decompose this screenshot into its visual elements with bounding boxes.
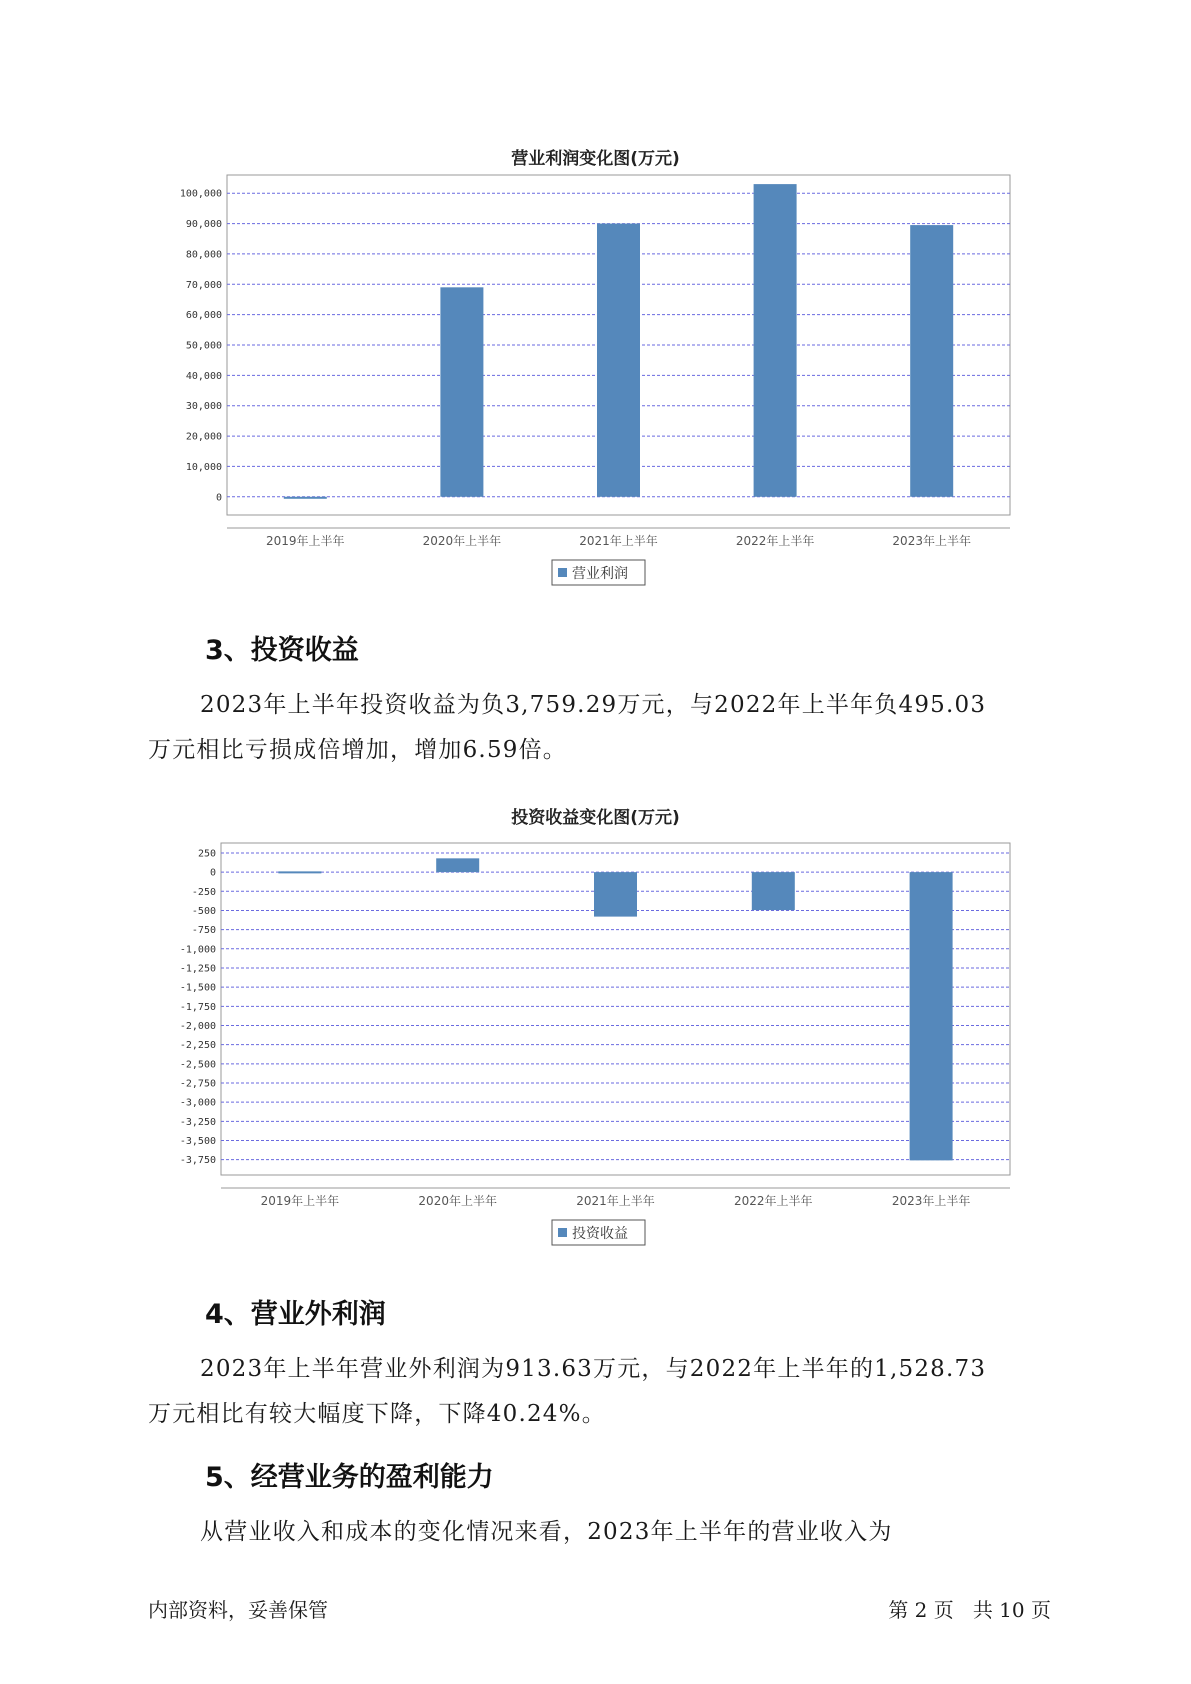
x-category-label: 2020年上半年 xyxy=(418,1194,497,1208)
bar-2019年上半年 xyxy=(278,871,321,873)
y-tick-label: 30,000 xyxy=(185,401,222,413)
profit-chart-title: 营业利润变化图(万元) xyxy=(511,149,680,169)
bar-2020年上半年 xyxy=(440,287,483,496)
bar-2019年上半年 xyxy=(284,497,327,499)
bar-2023年上半年 xyxy=(910,872,953,1160)
section-4-heading: 4、营业外利润 xyxy=(205,1299,386,1330)
bar-2020年上半年 xyxy=(436,858,479,872)
section-4-line-1: 2023年上半年营业外利润为913.63万元，与2022年上半年的1,528.73 xyxy=(200,1356,987,1382)
legend-swatch xyxy=(558,568,567,577)
profit-chart xyxy=(0,160,1191,600)
footer-page-number: 第 2 页 共 10 页 xyxy=(888,1598,1051,1622)
legend-label: 投资收益 xyxy=(572,1226,628,1242)
bar-2022年上半年 xyxy=(752,872,795,910)
x-category-label: 2019年上半年 xyxy=(266,534,345,548)
invest-chart xyxy=(0,830,1191,1240)
section-3-line-1: 2023年上半年投资收益为负3,759.29万元，与2022年上半年负495.03 xyxy=(200,692,987,718)
y-tick-label: -2,000 xyxy=(179,1020,216,1032)
x-category-label: 2023年上半年 xyxy=(892,534,971,548)
y-tick-label: 0 xyxy=(215,492,222,504)
y-tick-label: -1,250 xyxy=(179,963,216,975)
y-tick-label: -3,750 xyxy=(179,1155,216,1167)
x-category-label: 2021年上半年 xyxy=(579,534,658,548)
y-tick-label: 10,000 xyxy=(185,461,222,473)
bar-2021年上半年 xyxy=(594,872,637,916)
invest-chart-title: 投资收益变化图(万元) xyxy=(511,808,680,828)
x-category-label: 2021年上半年 xyxy=(576,1194,655,1208)
legend-swatch xyxy=(558,1228,567,1237)
y-tick-label: 90,000 xyxy=(185,219,222,231)
y-tick-label: -3,250 xyxy=(179,1116,216,1128)
y-tick-label: -750 xyxy=(191,925,216,937)
x-category-label: 2020年上半年 xyxy=(422,534,502,548)
footer-confidential-note: 内部资料，妥善保管 xyxy=(148,1598,328,1622)
section-5-line-1: 从营业收入和成本的变化情况来看，2023年上半年的营业收入为 xyxy=(200,1519,893,1545)
y-tick-label: -2,500 xyxy=(179,1059,216,1071)
y-tick-label: 250 xyxy=(197,848,216,860)
y-tick-label: -3,000 xyxy=(179,1097,216,1109)
x-category-label: 2019年上半年 xyxy=(260,1194,340,1208)
y-tick-label: 80,000 xyxy=(185,249,222,261)
section-3-heading: 3、投资收益 xyxy=(205,635,359,666)
bar-2023年上半年 xyxy=(910,225,953,497)
y-tick-label: 40,000 xyxy=(185,370,222,382)
y-tick-label: -2,750 xyxy=(179,1078,216,1090)
section-5-heading: 5、经营业务的盈利能力 xyxy=(205,1462,494,1493)
x-category-label: 2023年上半年 xyxy=(891,1194,971,1208)
y-tick-label: 20,000 xyxy=(185,431,222,443)
bar-2021年上半年 xyxy=(597,224,640,497)
y-tick-label: -250 xyxy=(191,886,216,898)
bar-2022年上半年 xyxy=(754,184,797,497)
y-tick-label: -1,750 xyxy=(179,1001,216,1013)
y-tick-label: -2,250 xyxy=(179,1040,216,1052)
y-tick-label: 100,000 xyxy=(179,188,222,200)
y-tick-label: -1,500 xyxy=(179,982,216,994)
y-tick-label: -500 xyxy=(191,905,216,917)
y-tick-label: 70,000 xyxy=(185,279,222,291)
y-tick-label: -3,500 xyxy=(179,1135,216,1147)
x-category-label: 2022年上半年 xyxy=(735,534,815,548)
section-4-line-2: 万元相比有较大幅度下降，下降40.24%。 xyxy=(148,1401,606,1427)
y-tick-label: -1,000 xyxy=(179,944,216,956)
y-tick-label: 60,000 xyxy=(185,310,222,322)
section-3-line-2: 万元相比亏损成倍增加，增加6.59倍。 xyxy=(148,737,568,763)
legend-label: 营业利润 xyxy=(572,566,628,582)
y-tick-label: 0 xyxy=(209,867,216,879)
x-category-label: 2022年上半年 xyxy=(734,1194,813,1208)
y-tick-label: 50,000 xyxy=(185,340,222,352)
